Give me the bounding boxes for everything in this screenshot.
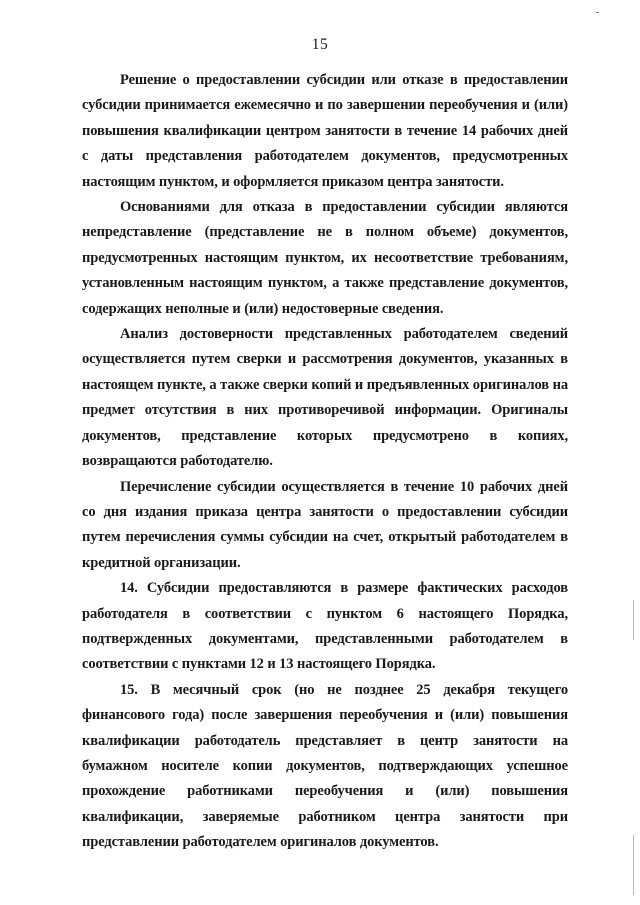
scan-artifact (633, 835, 634, 895)
page-number: 15 (311, 36, 329, 53)
scan-artifact (633, 600, 634, 640)
paragraph-clause-15: 15. В месячный срок (но не позднее 25 декабря текущего финансового года) после завершения переобучения и (или) повышения квалификации работодатель представляет в центр занятости на бумажном носителе копии документов, подтверждающих успешное прохождение работниками переобучения и (или) повышения квалификации, заверяемые работником центра занятости при представлении работодателем оригиналов документов. (82, 681, 568, 851)
paragraph-subsidy-decision: Решение о предоставлении субсидии или отказе в предоставлении субсидии принимается ежемесячно и по завершении переобучения и (или) повышения квалификации центром занятости в течение 14 рабочих дней с даты представления работодателем документов, предусмотренных настоящим пунктом, и оформляется приказом центра занятости. (82, 72, 568, 190)
paragraph-transfer: Перечисление субсидии осуществляется в течение 10 рабочих дней со дня издания приказа центра занятости о предоставлении субсидии путем перечисления суммы субсидии на счет, открытый работодателем в кредитной организации. (82, 478, 568, 571)
paragraph-verification: Анализ достоверности представленных работодателем сведений осуществляется путем сверки и рассмотрения документов, указанных в настоящем пункте, а также сверки копий и предъявленных оригиналов на предмет отсутствия в них противоречивой информации. Оригиналы документов, представление которых предусмотрено в копиях, возвращаются работодателю. (82, 326, 568, 470)
paragraph-clause-14: 14. Субсидии предоставляются в размере фактических расходов работодателя в соответствии с пунктом 6 настоящего Порядка, подтвержденных документами, представленными работодателем в соответствии с пунктами 12 и 13 настоящего Порядка. (82, 580, 568, 673)
paragraph-refusal-grounds: Основаниями для отказа в предоставлении субсидии являются непредставление (представление не в полном объеме) документов, предусмотренных настоящим пунктом, их несоответствие требованиям, установленным настоящим пунктом, а также представление документов, содержащих неполные и (или) недостоверные сведения. (82, 199, 568, 317)
document-body (82, 68, 568, 856)
scan-artifact (596, 12, 599, 13)
